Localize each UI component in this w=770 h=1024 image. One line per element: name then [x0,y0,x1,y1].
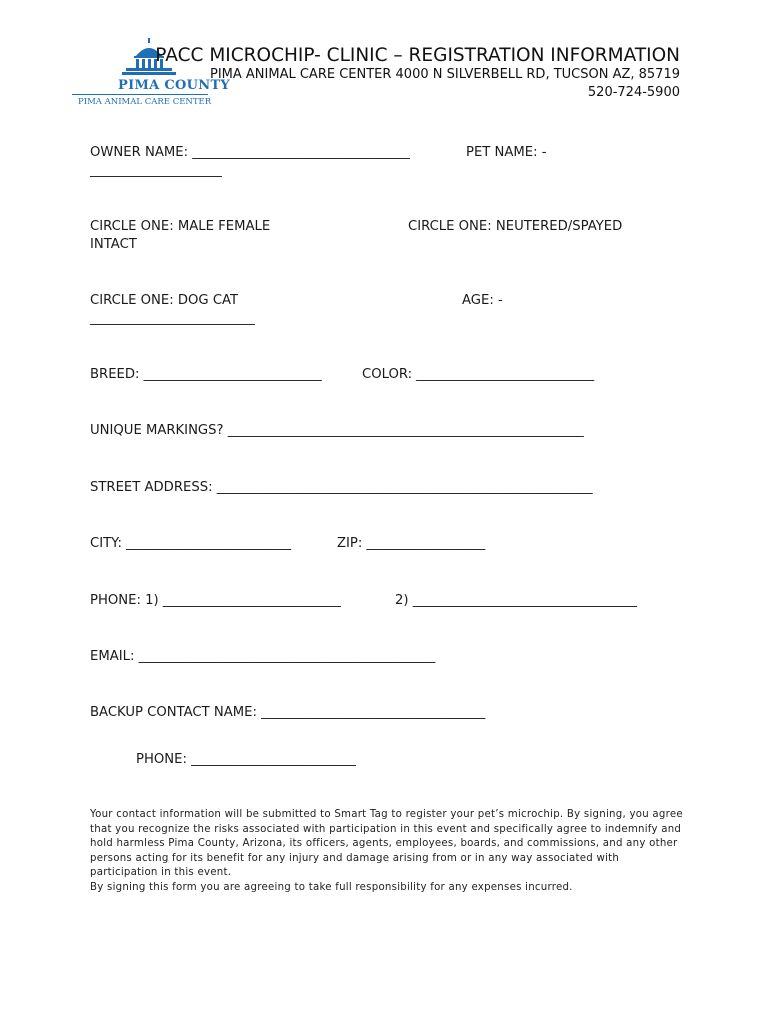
page-title: PACC MICROCHIP- CLINIC – REGISTRATION INFORMATION [155,45,680,66]
phone2-field[interactable]: 2) __________________________________ [395,593,637,608]
age-field[interactable]: AGE: - [462,293,503,308]
legal-disclaimer [90,808,690,896]
sex-intact-option[interactable]: INTACT [90,237,137,252]
legal-paragraph: Your contact information will be submitted to Smart Tag to register your pet’s microchip. By signing, you agree that you recognize the risks associated with participation in this event and specifically agree to indemnify and hold harmless Pima County, Arizona, its officers, agents, employees, boards, and commissions, and any other persons acting for its benefit for any injury and damage arising from or in any way associated with participation in this event. [90,809,683,879]
pet-name-line[interactable]: ____________________ [90,163,222,178]
city-field[interactable]: CITY: _________________________ [90,536,291,551]
breed-field[interactable]: BREED: ___________________________ [90,367,322,382]
sex-circle-field[interactable]: CIRCLE ONE: MALE FEMALE [90,219,271,234]
header-address: PIMA ANIMAL CARE CENTER 4000 N SILVERBELL RD, TUCSON AZ, 85719 [210,67,680,82]
street-address-field[interactable]: STREET ADDRESS: _________________________________________________________ [90,480,593,495]
logo-brand-name: PIMA COUNTY [118,78,231,93]
pet-name-field[interactable]: PET NAME: - [466,145,547,160]
backup-phone-field[interactable]: PHONE: _________________________ [136,752,356,767]
legal-responsibility: By signing this form you are agreeing to take full responsibility for any expenses incurred. [90,881,573,893]
zip-field[interactable]: ZIP: __________________ [337,536,486,551]
backup-contact-field[interactable]: BACKUP CONTACT NAME: __________________________________ [90,705,486,720]
species-circle-field[interactable]: CIRCLE ONE: DOG CAT [90,293,239,308]
age-line[interactable]: _________________________ [90,311,255,326]
color-field[interactable]: COLOR: ___________________________ [362,367,595,382]
owner-name-field[interactable]: OWNER NAME: _________________________________ [90,145,410,160]
phone1-field[interactable]: PHONE: 1) ___________________________ [90,593,341,608]
neuter-circle-field[interactable]: CIRCLE ONE: NEUTERED/SPAYED [408,219,623,234]
logo-divider [72,94,208,95]
email-field[interactable]: EMAIL: _____________________________________________ [90,649,436,664]
logo-brand-sub: PIMA ANIMAL CARE CENTER [78,97,212,107]
unique-markings-field[interactable]: UNIQUE MARKINGS? ______________________________________________________ [90,423,584,438]
header-phone: 520-724-5900 [587,85,680,100]
